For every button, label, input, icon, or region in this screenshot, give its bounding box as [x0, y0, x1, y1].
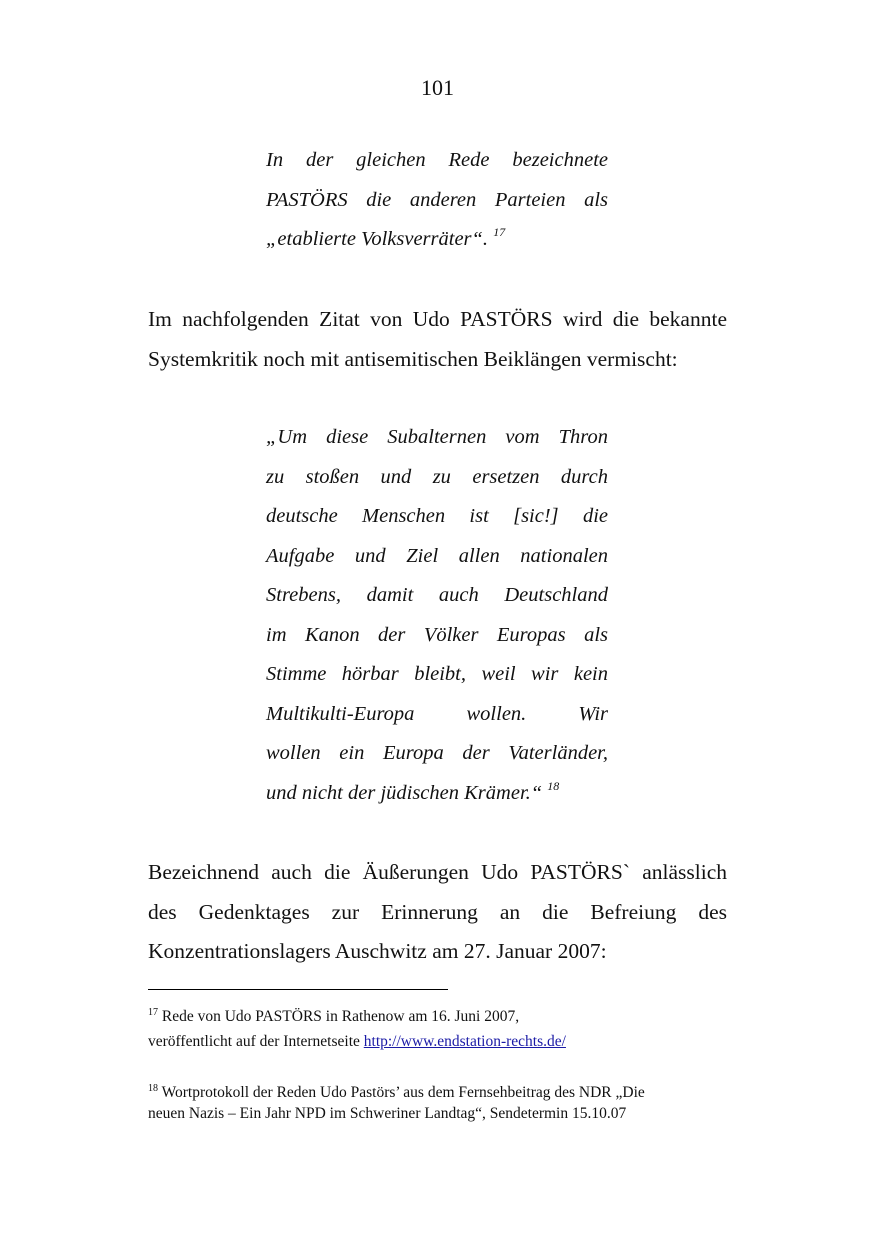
paragraph2-line: des Gedenktages zur Erinnerung an die Befreiung des — [148, 899, 727, 924]
footnote-18-line-1 — [148, 1082, 748, 1103]
quote2-line-text: und nicht der jüdischen Krämer.“ — [266, 781, 543, 804]
footnote-17-text: Rede von Udo PASTÖRS in Rathenow am 16. Juni 2007, — [161, 1008, 520, 1025]
footnote-17-marker: 17 — [148, 1007, 158, 1018]
footnote-ref-18[interactable]: 18 — [547, 778, 560, 793]
footnote-17-prefix: veröffentlicht auf der Internetseite — [148, 1033, 360, 1050]
paragraph2-line: Konzentrationslagers Auschwitz am 27. Januar 2007: — [148, 939, 607, 963]
paragraph2-line: Bezeichnend auch die Äußerungen Udo PASTÖRS` anlässlich — [148, 860, 727, 884]
footnote-18-marker: 18 — [148, 1083, 158, 1094]
paragraph-2 — [148, 853, 727, 972]
quote2-line: deutsche Menschen ist [sic!] die — [266, 505, 608, 527]
quote1-line: In der gleichen Rede bezeichnete — [266, 149, 608, 171]
block-quote-1 — [266, 141, 608, 260]
quote2-line: Aufgabe und Ziel allen nationalen — [266, 544, 608, 567]
paragraph1-line: Systemkritik noch mit antisemitischen Beiklängen vermischt: — [148, 346, 678, 371]
quote2-line: Stimme hörbar bleibt, weil wir kein — [266, 663, 608, 685]
quote1-line-last — [266, 220, 608, 260]
footnote-17-line-2 — [148, 1031, 748, 1052]
footnote-17 — [148, 1006, 748, 1052]
footnote-18-line-2: neuen Nazis – Ein Jahr NPD im Schweriner Landtag“, Sendetermin 15.10.07 — [148, 1105, 627, 1122]
quote1-line: PASTÖRS die anderen Parteien als — [266, 188, 608, 211]
quote1-line-text: „etablierte Volksverräter“. — [266, 228, 489, 250]
quote2-line: im Kanon der Völker Europas als — [266, 623, 608, 646]
endstation-rechts-link[interactable]: http://www.endstation-rechts.de/ — [363, 1033, 566, 1050]
footnote-18-text: Wortprotokoll der Reden Udo Pastörs’ aus dem Fernsehbeitrag des NDR „Die — [161, 1084, 645, 1101]
paragraph-1 — [148, 300, 727, 379]
footnote-separator — [148, 989, 448, 990]
quote2-line: Multikulti-Europa wollen. Wir — [266, 702, 608, 725]
paragraph1-line: Im nachfolgenden Zitat von Udo PASTÖRS wird die bekannte — [148, 307, 727, 331]
quote2-line: wollen ein Europa der Vaterländer, — [266, 742, 608, 764]
quote2-line: „Um diese Subalternen vom Thron — [266, 426, 608, 448]
quote2-line: Strebens, damit auch Deutschland — [266, 584, 608, 606]
quote2-line: zu stoßen und zu ersetzen durch — [266, 465, 608, 488]
page-number: 101 — [421, 75, 454, 100]
block-quote-2 — [266, 418, 608, 813]
footnote-17-line-1 — [148, 1006, 748, 1027]
footnote-18 — [148, 1082, 748, 1124]
footnote-ref-17[interactable]: 17 — [493, 225, 506, 239]
quote2-line-last — [266, 774, 608, 814]
